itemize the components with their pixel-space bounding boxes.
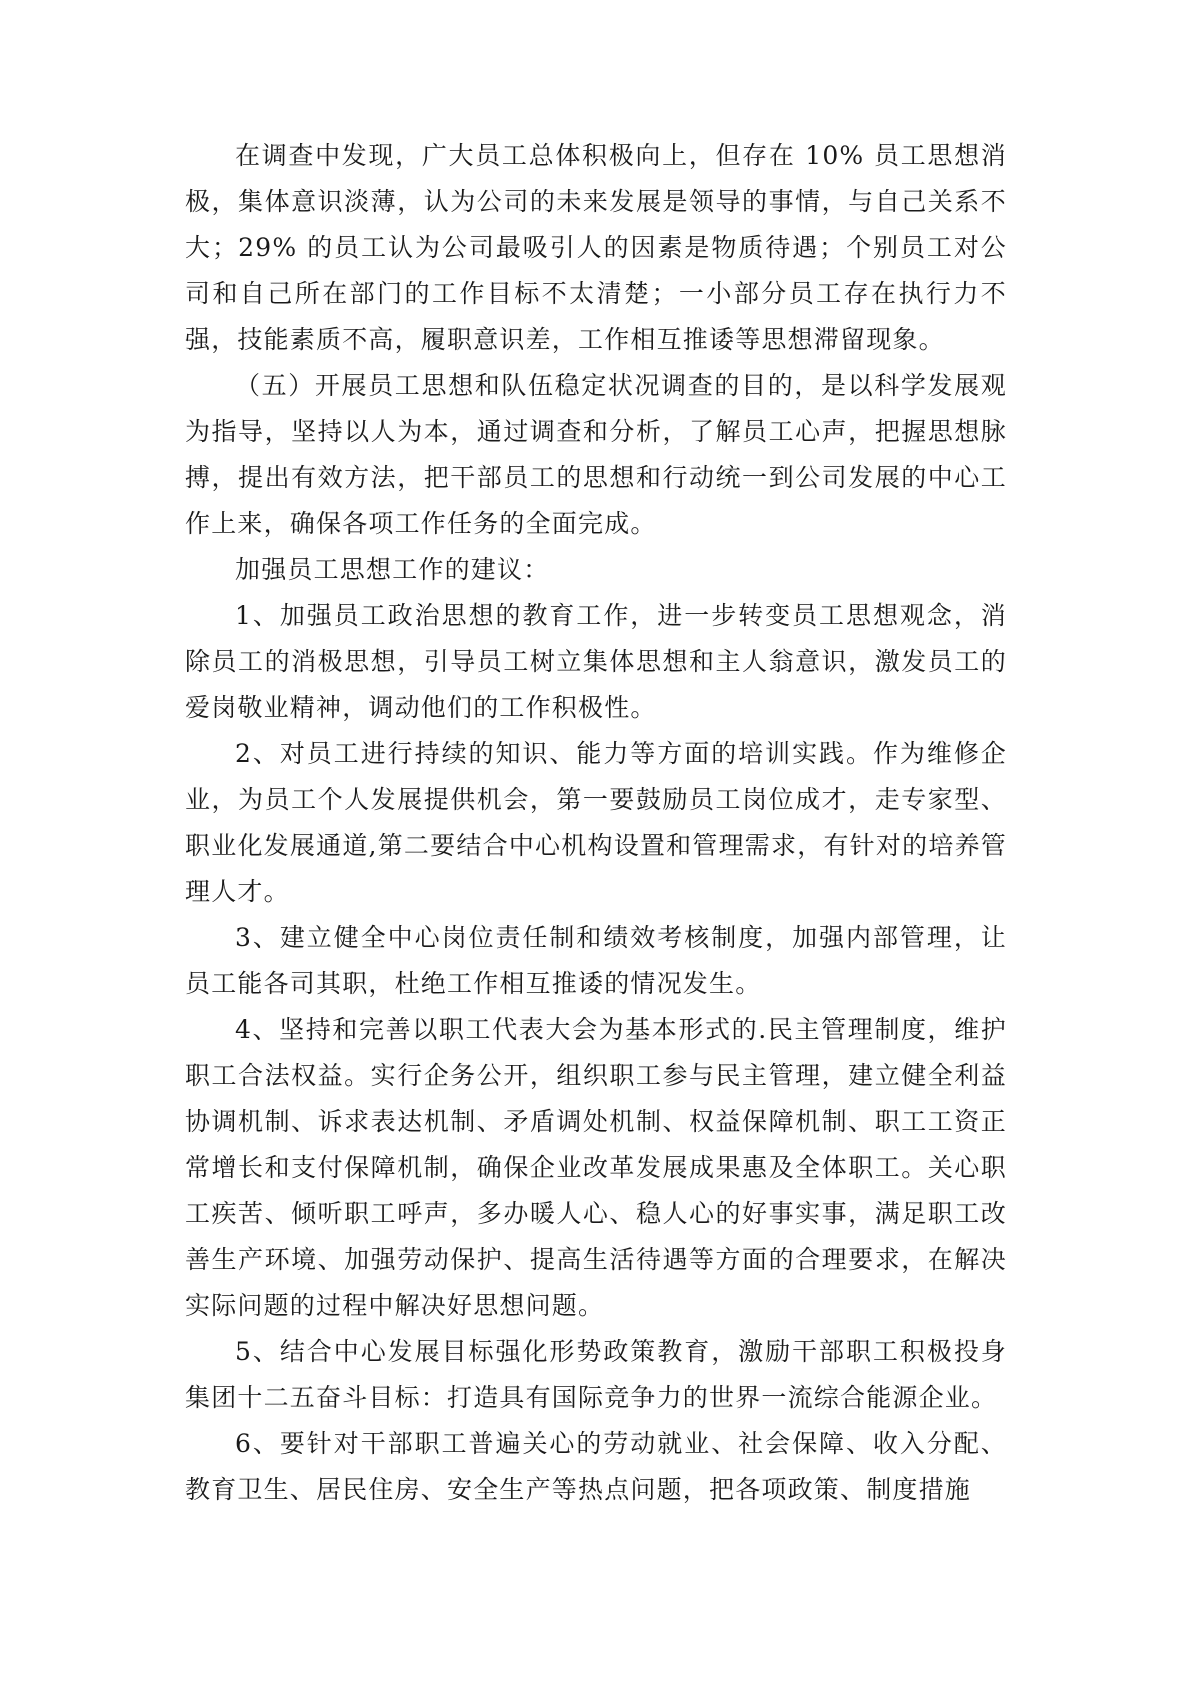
- paragraph-suggestion-3: 3、建立健全中心岗位责任制和绩效考核制度，加强内部管理，让员工能各司其职，杜绝工作相互推诿的情况发生。: [185, 923, 1007, 998]
- paragraph-suggestions-heading: 加强员工思想工作的建议：: [235, 555, 550, 584]
- paragraph-survey-purpose: （五）开展员工思想和队伍稳定状况调查的目的，是以科学发展观为指导，坚持以人为本，通过调查和分析，了解员工心声，把握思想脉搏，提出有效方法，把干部员工的思想和行动统一到公司发展的中心工作上来，确保各项工作任务的全面完成。: [185, 371, 1007, 538]
- paragraph-suggestion-1: 1、加强员工政治思想的教育工作，进一步转变员工思想观念，消除员工的消极思想，引导员工树立集体思想和主人翁意识，激发员工的爱岗敬业精神，调动他们的工作积极性。: [185, 601, 1007, 722]
- paragraph-suggestion-5: 5、结合中心发展目标强化形势政策教育，激励干部职工积极投身集团十二五奋斗目标：打造具有国际竞争力的世界一流综合能源企业。: [185, 1337, 1007, 1412]
- document-body: [185, 133, 1007, 1513]
- paragraph-suggestion-4: 4、坚持和完善以职工代表大会为基本形式的.民主管理制度，维护职工合法权益。实行企务公开，组织职工参与民主管理，建立健全利益协调机制、诉求表达机制、矛盾调处机制、权益保障机制、职工工资正常增长和支付保障机制，确保企业改革发展成果惠及全体职工。关心职工疾苦、倾听职工呼声，多办暖人心、稳人心的好事实事，满足职工改善生产环境、加强劳动保护、提高生活待遇等方面的合理要求，在解决实际问题的过程中解决好思想问题。: [185, 1015, 1007, 1320]
- paragraph-suggestion-6: 6、要针对干部职工普遍关心的劳动就业、社会保障、收入分配、教育卫生、居民住房、安全生产等热点问题，把各项政策、制度措施: [185, 1429, 1007, 1504]
- paragraph-suggestion-2: 2、对员工进行持续的知识、能力等方面的培训实践。作为维修企业，为员工个人发展提供机会，第一要鼓励员工岗位成才，走专家型、职业化发展通道,第二要结合中心机构设置和管理需求，有针对的培养管理人才。: [185, 739, 1007, 906]
- paragraph-survey-findings: 在调查中发现，广大员工总体积极向上，但存在 10% 员工思想消极，集体意识淡薄，认为公司的未来发展是领导的事情，与自己关系不大；29% 的员工认为公司最吸引人的因素是物质待遇；个别员工对公司和自己所在部门的工作目标不太清楚；一小部分员工存在执行力不强，技能素质不高，履职意识差，工作相互推诿等思想滞留现象。: [185, 141, 1007, 354]
